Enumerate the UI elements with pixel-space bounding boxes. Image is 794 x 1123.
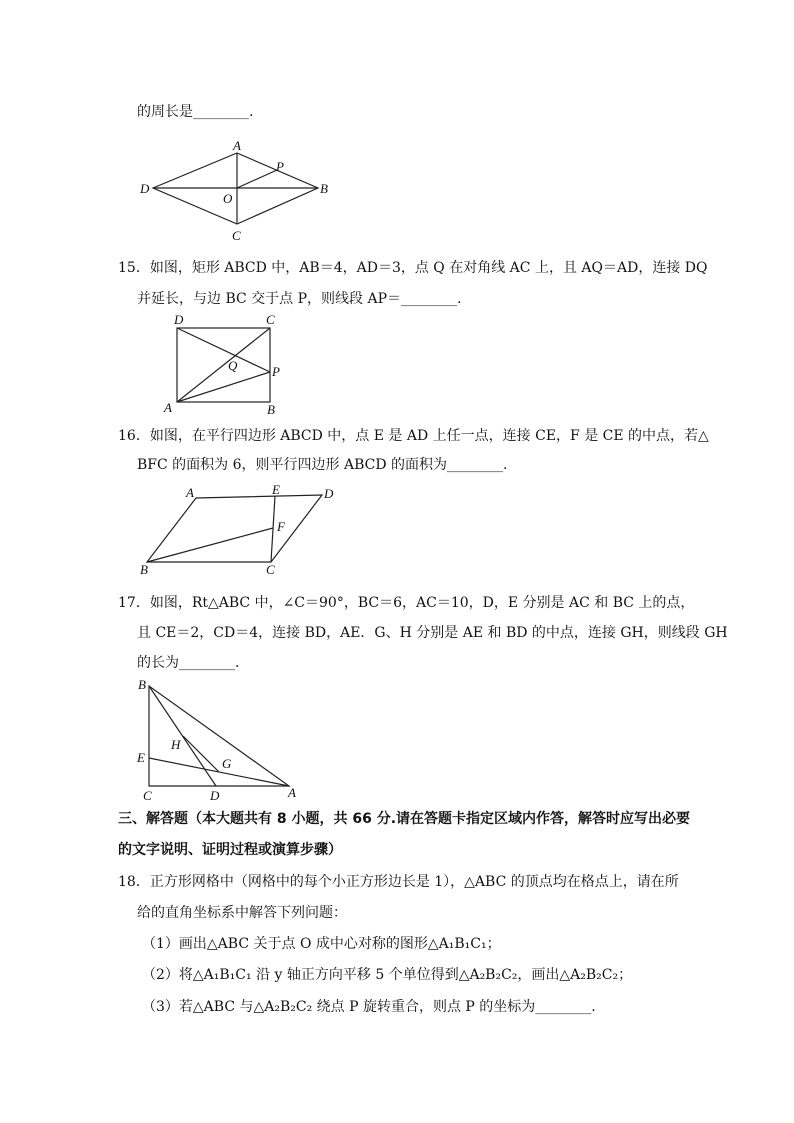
q15-line1: 15．如图，矩形 ABCD 中，AB＝4，AD＝3，点 Q 在对角线 AC 上，且 AQ＝AD，连接 DQ — [118, 260, 708, 276]
label-E: E — [272, 482, 280, 497]
label-E: E — [137, 750, 145, 765]
label-D: D — [174, 312, 184, 327]
label-A: A — [164, 400, 172, 415]
label-C: C — [143, 788, 152, 803]
q17-line2: 且 CE＝2，CD＝4，连接 BD，AE．G、H 分别是 AE 和 BD 的中点，连接 GH，则线段 GH — [137, 625, 728, 641]
q14-text: 的周长是________. — [137, 104, 254, 120]
label-G: G — [222, 756, 232, 771]
q18-part3: （3）若△ABC 与△A₂B₂C₂ 绕点 P 旋转重合，则点 P 的坐标为________. — [142, 999, 596, 1015]
section3-heading-line1: 三、解答题（本大题共有 8 小题，共 66 分.请在答题卡指定区域内作答，解答时应写出必要 — [118, 811, 691, 827]
label-C: C — [266, 562, 275, 577]
section3-heading-line2: 的文字说明、证明过程或演算步骤） — [118, 842, 342, 858]
label-A: A — [233, 138, 241, 153]
label-B: B — [320, 181, 328, 196]
q18-line1: 18．正方形网格中（网格中的每个小正方形边长是 1），△ABC 的顶点均在格点上，请在所 — [118, 874, 679, 890]
q18-line2: 给的直角坐标系中解答下列问题： — [137, 905, 347, 921]
label-C: C — [266, 312, 275, 327]
q15-rectangle-figure — [162, 312, 292, 420]
q17-triangle-figure — [136, 676, 306, 804]
q14-rhombus-figure — [140, 138, 340, 243]
segment-bf — [147, 528, 273, 562]
label-Q: Q — [228, 358, 238, 373]
label-F: F — [277, 519, 285, 534]
q17-line3: 的长为________. — [137, 655, 240, 671]
label-B: B — [140, 562, 148, 577]
parallelogram-abcd — [147, 495, 322, 562]
label-P: P — [272, 364, 280, 379]
label-B: B — [267, 402, 275, 417]
q18-part1: （1）画出△ABC 关于点 O 成中心对称的图形△A₁B₁C₁； — [142, 936, 501, 952]
label-D: D — [140, 181, 150, 196]
segment-gh — [183, 736, 219, 772]
label-D: D — [324, 486, 334, 501]
q17-line1: 17．如图，Rt△ABC 中，∠C＝90°，BC＝6，AC＝10，D，E 分别是 AC 和 BC 上的点， — [118, 595, 695, 611]
label-A: A — [186, 485, 194, 500]
segment-ce — [271, 496, 275, 562]
label-B: B — [138, 677, 146, 692]
q15-line2: 并延长，与边 BC 交于点 P，则线段 AP＝________. — [137, 291, 462, 307]
label-C: C — [232, 228, 241, 243]
label-P: P — [276, 159, 284, 174]
q16-line1: 16．如图，在平行四边形 ABCD 中，点 E 是 AD 上任一点，连接 CE，F 是 CE 的中点，若△ — [118, 428, 709, 444]
q16-line2: BFC 的面积为 6，则平行四边形 ABCD 的面积为________. — [137, 457, 508, 473]
segment-bd — [149, 686, 216, 786]
label-O: O — [223, 191, 233, 206]
q16-parallelogram-figure — [138, 484, 348, 579]
segment-op — [237, 170, 277, 188]
label-A: A — [288, 785, 296, 800]
label-H: H — [171, 737, 181, 752]
segment-ap — [177, 372, 270, 402]
q18-part2: （2）将△A₁B₁C₁ 沿 y 轴正方向平移 5 个单位得到△A₂B₂C₂，画出△A₂B₂C₂； — [142, 967, 633, 983]
triangle-abc — [149, 686, 289, 786]
label-D: D — [210, 788, 220, 803]
